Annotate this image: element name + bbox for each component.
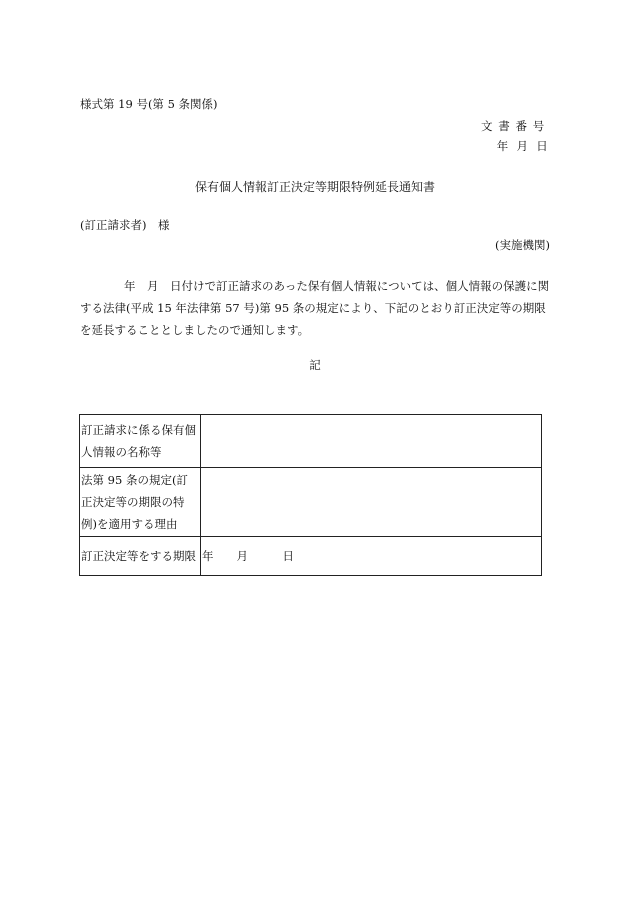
body-text: 訂正請求のあった保有個人情報については、個人情報の保護に関する法律(平成 15 年法律第 57 号)第 95 条の規定により、下記のとおり訂正決定等の期限を延長することとしましたので通知します。 xyxy=(80,279,550,337)
agency-line: (実施機関) xyxy=(495,238,550,252)
form-number: 様式第 19 号(第 5 条関係) xyxy=(80,97,218,111)
table-value-cell xyxy=(201,468,542,537)
table-label-cell: 訂正決定等をする期限 xyxy=(80,537,201,576)
table-row xyxy=(80,468,542,537)
document-title: 保有個人情報訂正決定等期限特例延長通知書 xyxy=(194,180,435,194)
table-row xyxy=(80,537,542,576)
body-date-prefix: 年 月 日付けで xyxy=(124,279,216,293)
table-label-cell: 法第 95 条の規定(訂正決定等の期限の特例)を適用する理由 xyxy=(80,468,201,537)
table-value-cell xyxy=(201,415,542,468)
recipient-line: (訂正請求者) 様 xyxy=(80,218,170,232)
issue-date: 年 月 日 xyxy=(496,139,550,153)
detail-table xyxy=(79,414,542,576)
body-paragraph xyxy=(80,275,552,341)
table-row xyxy=(80,415,542,468)
ki-heading: 記 xyxy=(309,358,321,372)
document-number: 文書番号 xyxy=(481,119,550,133)
table-label-cell: 訂正請求に係る保有個人情報の名称等 xyxy=(80,415,201,468)
deadline-value-cell: 年 月 日 xyxy=(201,537,542,576)
